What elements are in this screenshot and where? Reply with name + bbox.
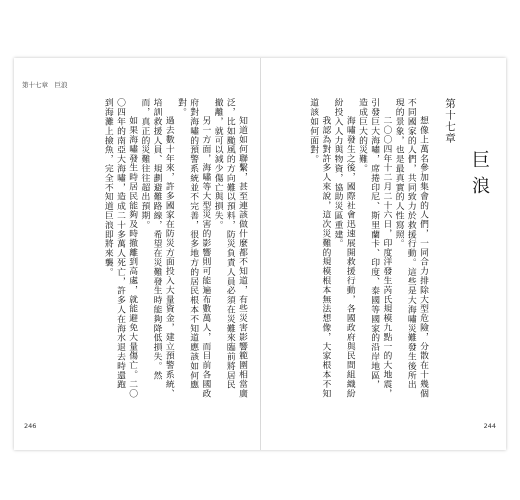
paragraph: 過去數十年來，許多國家在防災方面投入大量資金，建立預警系統、培訓救援人員、規劃避難路線，希望在災難發生時能夠降低損失。然而，真正的災難往往超出預期。 [139,98,174,398]
page-number-left: 246 [24,422,37,430]
chapter-name: 巨浪 [469,150,490,202]
paragraph: 另一方面，海嘯等大型災害的影響則可能遍布數萬人，而目前各國政府對海嘯的預警系統並不完善，很多地方的居民根本不知道應該如何應對。 [175,98,211,398]
paragraph: 如果海嘯發生時居民能夠及時撤離到高處，就能避免大量傷亡。二〇〇四年的南亞大海嘯，造成二十多萬人死亡，許多人在海水退去時還跑到海灘上撿魚，完全不知道巨浪即將來襲。 [102,98,138,398]
chapter-heading [443,98,458,144]
paragraph: 想像上萬名參加集會的人們，一同合力排除大型危險，分散在十幾個不同國家的人們，共同致力於救援行動。這些是大海嘯災難發生後所出現的景象，也是最真實的人性寫照。 [393,98,428,398]
right-page [261,58,506,450]
paragraph: 海嘯發生之後，國際社會迅速展開救援行動，各國政府與民間組織紛紛投入人力與物資，協助災區重建。 [332,98,355,398]
paragraph: 二〇〇四年十二月二十六日，印度洋發生芮氏規模九點一的大地震，引發巨大海嘯，席捲印尼、斯里蘭卡、印度、泰國等國家的沿岸地區，造成巨大的災難。 [356,98,392,398]
left-page [14,58,260,450]
page-number-right: 244 [483,422,496,430]
paragraph: 知道如何聯繫，甚至連該做什麼都不知道，有些災害影響範圍相當廣泛，比如颱風的方向難以預料，防災負責人員必須在災難來臨前將居民撤離，就可以減少傷亡與損失。 [212,98,247,398]
running-head: 第十七章 巨浪 [22,81,68,89]
left-body-text [28,98,248,398]
chapter-number: 第十七章 [444,98,456,144]
right-body-text [269,98,429,398]
book-spread [14,58,506,450]
paragraph: 我認為對許多人來說，這次災難的規模根本無法想像，大家根本不知道該如何面對。 [308,98,331,398]
